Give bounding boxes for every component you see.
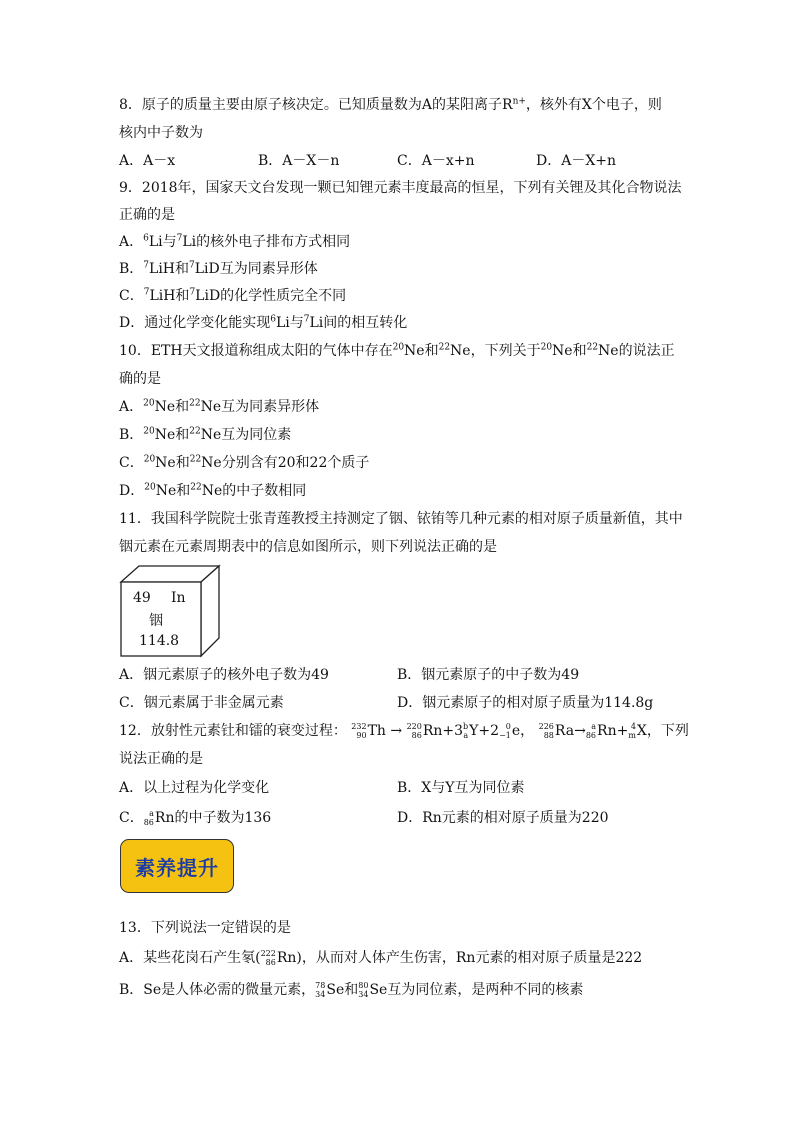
q9-option-d: D．通过化学变化能实现$^6$Li与$^7$Li间的相互转化 [119,314,408,331]
q11-stem-line1: 11．我国科学院院士张青莲教授主持测定了铟、铱铕等几种元素的相对原子质量新值，其中 [119,511,683,527]
q9-stem-line2: 正确的是 [119,207,175,223]
element-cube-figure [119,564,223,658]
isotope-ra: 226 88 [538,722,554,740]
q11-option-a: A．铟元素原子的核外电子数为49 [119,667,329,683]
q8-option-a: A．A－x [119,153,176,169]
q9-option-a: A．$^6$Li与$^7$Li的核外电子排布方式相同 [119,233,351,250]
q8-option-c: C．A－x+n [397,153,475,169]
q8-option-b: B．A－X－n [258,153,340,169]
atomic-number: 49 [133,590,151,606]
q12-stem-line1: 12．放射性元素钍和镭的衰变过程： 232 90 Th → 220 86 Rn+3 b a Y+2 0 −1 e， 226 88 Ra→ a 86 Rn+ 4 m X，下列 [119,722,689,740]
q9-stem-line1: 9．2018年，国家天文台发现一颗已知锂元素丰度最高的恒星，下列有关锂及其化合物说法 [119,180,682,196]
q13-option-b: B．Se是人体必需的微量元素， 78 34 Se和 80 34 Se互为同位素，是两种不同的核素 [119,981,584,999]
element-name: 铟 [149,613,163,629]
q10-option-b: B．$^{20}$Ne和$^{22}$Ne互为同位素 [119,426,292,443]
electron: 0 −1 [499,722,511,740]
q13-stem-line1: 13．下列说法一定错误的是 [119,920,291,936]
q11-option-c: C．铟元素属于非金属元素 [119,695,284,711]
q12-stem-line2: 说法正确的是 [119,751,203,767]
q8-option-d: D．A－X+n [536,153,617,169]
isotope-rn-a: a 86 [585,722,597,740]
q9-option-c: C．$^7$LiH和$^7$LiD的化学性质完全不同 [119,287,347,304]
q12-option-d: D．Rn元素的相对原子质量为220 [397,810,609,826]
q10-stem-line2: 确的是 [119,371,161,387]
q11-option-d: D．铟元素原子的相对原子质量为114.8g [397,695,654,711]
atomic-mass: 114.8 [139,633,180,649]
q8-stem-line1: 8．原子的质量主要由原子核决定。已知质量数为A的某阳离子$R^{n+}$，核外有X个电子，则 [119,96,662,113]
q11-stem-line2: 铟元素在元素周期表中的信息如图所示，则下列说法正确的是 [119,539,497,555]
q10-stem-line1: 10．ETH天文报道称组成太阳的气体中存在$^{20}$Ne和$^{22}$Ne，下列关于$^{20}$Ne和$^{22}$Ne的说法正 [119,342,675,359]
q12-option-c: C． a 86 Rn的中子数为136 [119,809,272,827]
q10-option-d: D．$^{20}$Ne和$^{22}$Ne的中子数相同 [119,482,307,499]
q12-option-b: B．X与Y互为同位素 [397,780,525,796]
isotope-th: 232 90 [351,722,367,740]
q13-option-a: A．某些花岗石产生氡( 222 86 Rn)，从而对人体产生伤害，Rn元素的相对原子质量是222 [119,949,643,967]
q10-option-c: C．$^{20}$Ne和$^{22}$Ne分别含有20和22个质子 [119,454,370,471]
q8-stem-line2: 核内中子数为 [119,125,203,141]
element-symbol: In [171,590,186,606]
q11-option-b: B．铟元素原子的中子数为49 [397,667,580,683]
q12-option-a: A．以上过程为化学变化 [119,780,270,796]
isotope-x: 4 m [628,722,636,740]
isotope-y: b a [463,722,469,740]
isotope-rn220: 220 86 [406,722,422,740]
q10-option-a: A．$^{20}$Ne和$^{22}$Ne互为同素异形体 [119,398,320,415]
section-badge: 素养提升 [120,839,234,893]
q9-option-b: B．$^7$LiH和$^7$LiD互为同素异形体 [119,260,318,277]
